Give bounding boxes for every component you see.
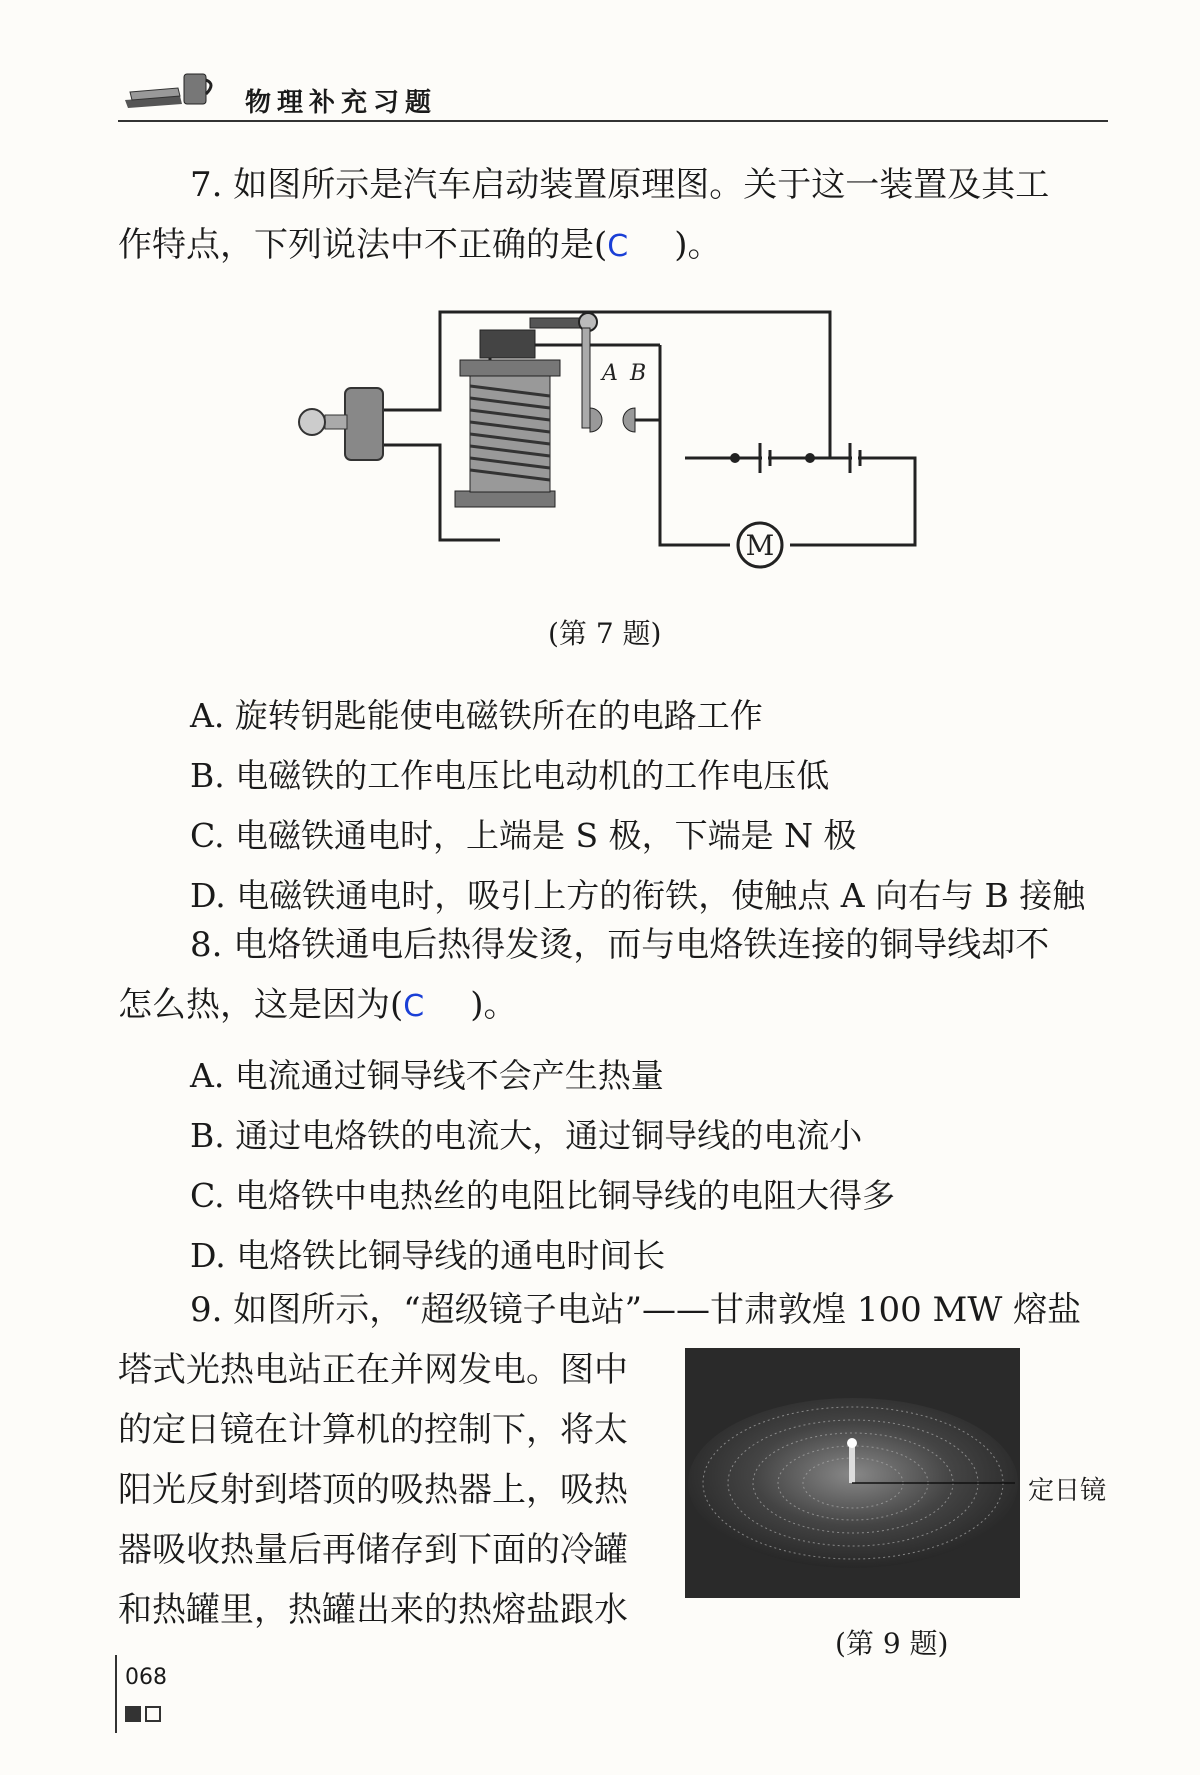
- car-starter-circuit-diagram: [290, 300, 930, 600]
- page-number: 068: [125, 1665, 167, 1690]
- q7-caption: (第 7 题): [548, 617, 662, 650]
- q8-stem-end: 怎么热，这是因为(: [118, 985, 404, 1025]
- electromagnet-coil: [455, 313, 597, 507]
- q8-option-c: C. 电烙铁中电热丝的电阻比铜导线的电阻大得多: [190, 1176, 896, 1215]
- q9-line4: 阳光反射到塔顶的吸热器上，吸热: [118, 1470, 628, 1510]
- q8-paren-close: )。: [470, 985, 518, 1025]
- header-rule: [118, 120, 1108, 122]
- q8-option-d: D. 电烙铁比铜导线的通电时间长: [190, 1236, 666, 1275]
- contact-b-label: B: [630, 361, 647, 386]
- q9-line3: 的定日镜在计算机的控制下，将太: [118, 1410, 628, 1450]
- q9-line5: 器吸收热量后再储存到下面的冷罐: [118, 1530, 628, 1570]
- q7-paren-close: )。: [674, 225, 722, 265]
- motor-label: M: [745, 529, 775, 562]
- q7-line1: 7. 如图所示是汽车启动装置原理图。关于这一装置及其工: [190, 165, 1050, 205]
- contact-a-label: A: [602, 361, 618, 386]
- q8-option-b: B. 通过电烙铁的电流大，通过铜导线的电流小: [190, 1116, 863, 1155]
- empty-square-icon: [145, 1706, 161, 1722]
- ignition-key-icon: [299, 388, 383, 460]
- q8-line1: 8. 电烙铁通电后热得发烫，而与电烙铁连接的铜导线却不: [190, 925, 1050, 965]
- header-title: 物理补充习题: [245, 88, 438, 118]
- filled-square-icon: [125, 1706, 141, 1722]
- q8-option-a: A. 电流通过铜导线不会产生热量: [190, 1056, 664, 1095]
- heliostat-label: 定日镜: [1028, 1476, 1107, 1506]
- q7-stem-end: 作特点，下列说法中不正确的是(: [118, 225, 608, 265]
- q7-option-b: B. 电磁铁的工作电压比电动机的工作电压低: [190, 756, 830, 795]
- q7-option-c: C. 电磁铁通电时，上端是 S 极，下端是 N 极: [190, 816, 857, 855]
- q9-line6: 和热罐里，热罐出来的热熔盐跟水: [118, 1590, 628, 1630]
- q8-line2: [118, 975, 517, 1037]
- q7-option-d: D. 电磁铁通电时，吸引上方的衔铁，使触点 A 向右与 B 接触: [190, 876, 1086, 915]
- book-cup-icon: [120, 62, 220, 112]
- q7-option-a: A. 旋转钥匙能使电磁铁所在的电路工作: [190, 696, 763, 735]
- q9-caption: (第 9 题): [835, 1627, 949, 1660]
- q8-answer: C: [403, 989, 425, 1024]
- footer-bar: [115, 1655, 117, 1733]
- q9-line2: 塔式光热电站正在并网发电。图中: [118, 1350, 628, 1390]
- contact-b: [623, 408, 635, 432]
- solar-tower-photo: [685, 1348, 1020, 1598]
- q7-answer: C: [607, 229, 629, 264]
- q9-line1: 9. 如图所示，“超级镜子电站”——甘肃敦煌 100 MW 熔盐: [190, 1290, 1082, 1330]
- contact-a: [590, 408, 602, 432]
- q7-line2: [118, 215, 721, 277]
